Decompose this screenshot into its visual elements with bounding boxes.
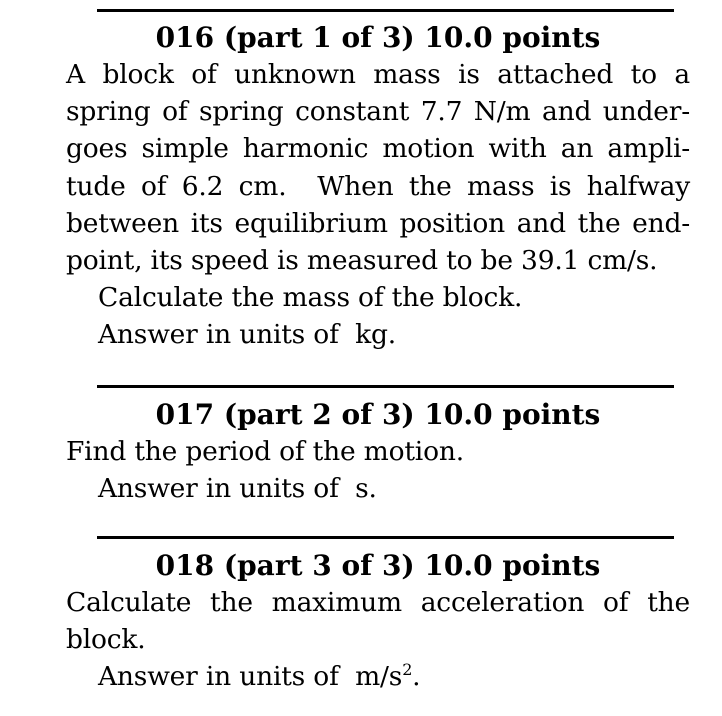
statement-line: tude of 6.2 cm. When the mass is halfway	[66, 170, 690, 202]
answer-suffix: .	[387, 319, 396, 351]
problem-statement	[66, 584, 690, 658]
problem-header: 018 (part 3 of 3) 10.0 points	[155, 549, 601, 583]
answer-prefix: Answer in units of	[98, 472, 339, 504]
question-text	[66, 279, 690, 316]
answer-unit: s	[355, 472, 369, 504]
answer-unit: m/s	[355, 661, 403, 693]
answer-units	[66, 658, 690, 695]
statement-line: Calculate the maximum acceleration of the	[66, 587, 690, 619]
problem-statement	[66, 433, 690, 470]
question-line: Calculate the mass of the block.	[98, 282, 523, 314]
answer-prefix: Answer in units of	[98, 661, 339, 693]
statement-line: point, its speed is measured to be 39.1 cm/s.	[66, 245, 658, 277]
answer-suffix: .	[368, 472, 377, 504]
problem-header: 017 (part 2 of 3) 10.0 points	[155, 397, 601, 431]
separator-rule	[97, 385, 674, 388]
answer-suffix: .	[412, 661, 421, 693]
separator-rule	[97, 9, 674, 12]
unit-exponent: 2	[402, 660, 413, 680]
statement-line: Find the period of the motion.	[66, 435, 464, 467]
statement-line: goes simple harmonic motion with an ampli-	[66, 133, 690, 165]
statement-line: spring of spring constant 7.7 N/m and under-	[66, 96, 690, 128]
problem-header: 016 (part 1 of 3) 10.0 points	[155, 21, 601, 54]
problem-017	[66, 385, 690, 507]
answer-units	[66, 470, 690, 507]
document-page	[66, 0, 690, 696]
statement-line: between its equilibrium position and the end-	[66, 207, 690, 239]
separator-rule	[97, 536, 674, 539]
problem-018	[66, 536, 690, 696]
problem-statement	[66, 56, 690, 279]
answer-units	[66, 316, 690, 353]
problem-016	[66, 9, 690, 354]
answer-prefix: Answer in units of	[98, 319, 339, 351]
statement-line: A block of unknown mass is attached to a	[66, 59, 690, 90]
statement-line: block.	[66, 624, 146, 656]
answer-unit: kg	[355, 319, 388, 351]
